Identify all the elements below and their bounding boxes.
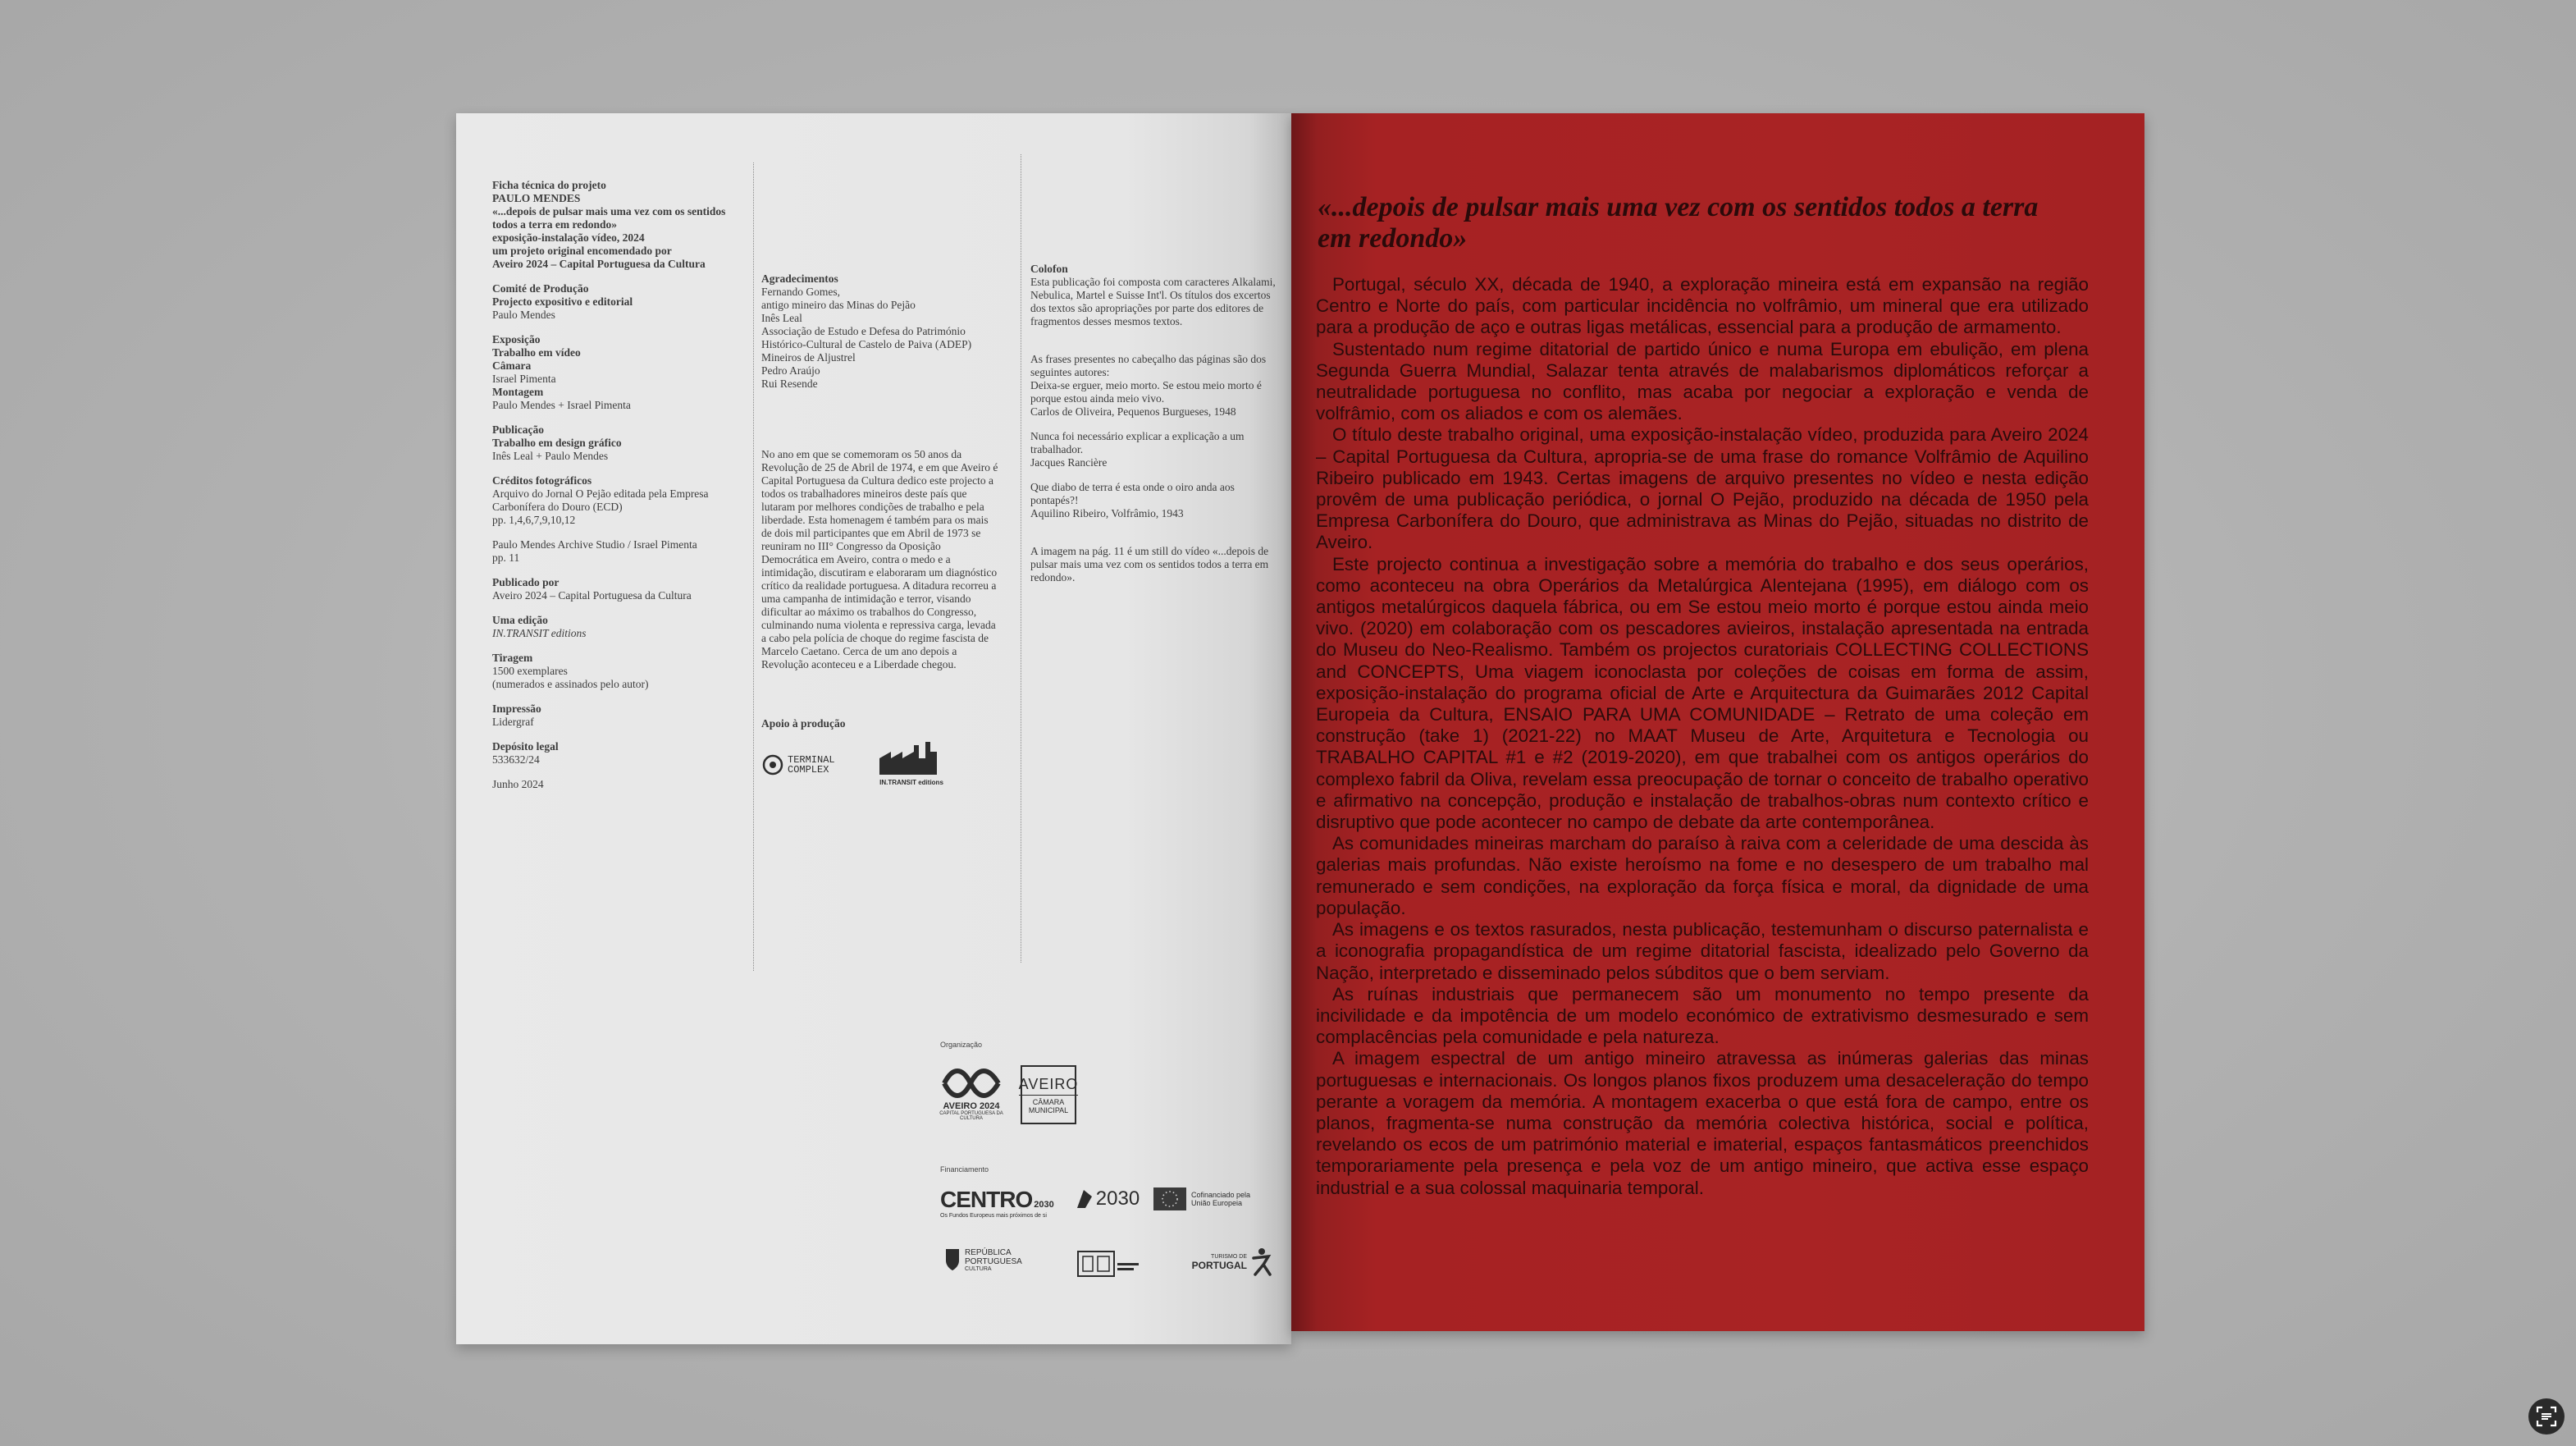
thanks-item: Associação de Estudo e Defesa do Património Histórico-Cultural de Castelo de Paiva (ADEP) <box>761 325 972 350</box>
credit-label: Comité de Produção <box>492 282 589 295</box>
essay-body <box>1316 274 2089 1199</box>
quote-author: Aquilino Ribeiro, Volfrâmio, 1943 <box>1030 507 1184 519</box>
thanks-item: Mineiros de Aljustrel <box>761 351 856 364</box>
essay-title: «...depois de pulsar mais uma vez com os sentidos todos a terra em redondo» <box>1318 192 2039 254</box>
intransit-logo <box>876 740 947 789</box>
credit-label: Depósito legal <box>492 740 559 753</box>
credit-label: Trabalho em design gráfico <box>492 437 622 449</box>
aveiro-2024-icon <box>941 1065 1002 1101</box>
republica-portuguesa-logo <box>943 1241 1042 1279</box>
thanks-item: Fernando Gomes, <box>761 286 840 298</box>
acknowledgements-column <box>761 272 999 789</box>
terminal-complex-icon <box>761 753 784 776</box>
council-emblem-logo <box>1075 1249 1142 1279</box>
technical-sheet-column <box>492 179 738 791</box>
republica-emblem-icon <box>943 1247 961 1272</box>
eu-stars-icon <box>1160 1189 1180 1209</box>
council-emblem-icon <box>1076 1250 1140 1278</box>
turismo-label: PORTUGAL <box>1191 1259 1247 1271</box>
type-line: um projeto original encomendado por <box>492 245 672 257</box>
centro-label: CENTRO <box>940 1186 1033 1212</box>
thanks-item: Inês Leal <box>761 312 802 324</box>
centro-2030-logo <box>940 1180 1063 1224</box>
camara-municipal-logo <box>1018 1065 1079 1124</box>
credit-value: IN.TRANSIT editions <box>492 627 587 639</box>
portugal-2030-icon <box>1076 1188 1094 1210</box>
credit-label: Projecto expositivo e editorial <box>492 295 633 308</box>
credit-value: pp. 1,4,6,7,9,10,12 <box>492 514 576 526</box>
organisation-label: Organização <box>940 1041 983 1049</box>
thanks-item: Pedro Araújo <box>761 364 820 377</box>
credit-label: Créditos fotográficos <box>492 474 592 487</box>
thanks-item: antigo mineiro das Minas do Pejão <box>761 299 916 311</box>
type-line: Aveiro 2024 – Capital Portuguesa da Cultura <box>492 258 706 270</box>
factory-icon <box>876 740 947 776</box>
quote-text: Que diabo de terra é esta onde o oiro anda aos pontapés?! <box>1030 481 1235 506</box>
credit-value: pp. 11 <box>492 551 520 564</box>
column-divider <box>753 162 754 971</box>
essay-paragraph: As imagens e os textos rasurados, nesta publicação, testemunham o discurso paternalista e a iconografia propagandística de um regime ditatorial fascista, idealizado pelo Governo da Nação, interpretado e disseminado pelos súbditos que o bem serviam. <box>1316 919 2089 983</box>
aveiro-2024-sub: CAPITAL PORTUGUESA DA CULTURA <box>939 1111 1003 1121</box>
essay-paragraph: Sustentado num regime ditatorial de partido único e numa Europa em ebulição, em plena Segunda Guerra Mundial, Salazar tenta através de malabarismos diplomáticos reforçar a neutralidade portuguesa no conflito, mas acaba por negociar a exploração e venda de volfrâmio, com os aliados e com os alemães. <box>1316 338 2089 424</box>
colophon-heading: Colofon <box>1030 263 1068 275</box>
credit-value: Arquivo do Jornal O Pejão editada pela Empresa Carbonífera do Douro (ECD) <box>492 487 709 513</box>
credit-value: Aveiro 2024 – Capital Portuguesa da Cultura <box>492 589 692 602</box>
credit-label: Trabalho em vídeo <box>492 346 581 359</box>
colophon-column <box>1030 263 1277 584</box>
centro-number: 2030 <box>1034 1199 1054 1210</box>
artist-name: PAULO MENDES <box>492 192 581 204</box>
credit-label: Uma edição <box>492 614 548 626</box>
credit-value: 533632/24 <box>492 753 540 766</box>
essay-paragraph: Portugal, século XX, década de 1940, a exploração mineira está em expansão na região Centro e Norte do país, com particular incidência no volfrâmio, um mineral que era utilizado para a produção de aço e outras ligas metálicas, essencial para a produção de armamento. <box>1316 274 2089 338</box>
terminal-complex-label: TERMINAL COMPLEX <box>788 754 835 776</box>
turismo-de-portugal-logo <box>1176 1246 1275 1279</box>
credit-label: Tiragem <box>492 652 533 664</box>
camara-sub: CÂMARA MUNICIPAL <box>1028 1097 1069 1114</box>
essay-paragraph: As comunidades mineiras marcham do paraíso à raiva com a celeridade de uma descida às galerias mais profundas. Não existe heroísmo na fome e no desespero de um trabalho mal remunerado e sem condições, na exploração da força física e moral, da dignidade de uma população. <box>1316 833 2089 918</box>
support-heading: Apoio à produção <box>761 717 846 730</box>
quote-text: Deixa-se erguer, meio morto. Se estou meio morto é porque estou ainda meio vivo. <box>1030 379 1262 405</box>
type-line: exposição-instalação vídeo, 2024 <box>492 231 645 244</box>
credit-value: Paulo Mendes Archive Studio / Israel Pimenta <box>492 538 697 551</box>
sheet-heading: Ficha técnica do projeto <box>492 179 606 191</box>
credit-label: Impressão <box>492 702 541 715</box>
credit-label: Exposição <box>492 333 541 345</box>
funding-label: Financiamento <box>940 1165 989 1174</box>
credit-value: Lidergraf <box>492 716 534 728</box>
essay-paragraph: As ruínas industriais que permanecem são um monumento no tempo presente da incivilidade e da impotência de um modelo económico de extrativismo desmesurado e sem complacências pela comunidade e pela natureza. <box>1316 983 2089 1048</box>
colophon-text: Esta publicação foi composta com caracteres Alkalami, Nebulica, Martel e Suisse Int'l. Os títulos dos excertos dos textos são apropriações por parte dos editores de fragmentos desses mesmos textos. <box>1030 276 1276 327</box>
aveiro-2024-label: AVEIRO 2024 <box>943 1101 1000 1111</box>
scan-text-button[interactable] <box>2528 1398 2565 1435</box>
portugal-2030-label: 2030 <box>1095 1187 1140 1210</box>
republica-sub: CULTURA <box>965 1265 992 1272</box>
centro-sub: Os Fundos Europeus mais próximos de si <box>940 1212 1047 1219</box>
turismo-figure-icon <box>1247 1247 1275 1278</box>
left-page <box>456 113 1291 1344</box>
camara-title: AVEIRO <box>1019 1076 1079 1096</box>
credit-label: Publicado por <box>492 576 560 588</box>
eu-cofinanced-logo <box>1153 1185 1268 1213</box>
essay-paragraph: Este projecto continua a investigação sobre a memória do trabalho e dos seus operários, como aconteceu na obra Operários da Metalúrgica Alentejana (1995), em diálogo com os antigos metalúrgicos daquela fábrica, ou em Se estou meio morto é porque estou ainda meio vivo. (2020) em colaboração com os pescadores avieiros, instalação apresentada na entrada do Museu do Neo-Realismo. Também os projectos curatoriais COLLECTING COLLECTIONS and CONCEPTS, Uma viagem iconoclasta por coleções de coisas em forma de assim, exposição-instalação do programa oficial de Arte e Arquitectura da Guimarães 2012 Capital Europeia da Cultura, ENSAIO PARA UMA COMUNIDADE – Retrato de uma coleção em construção (take 1) (2021-22) no MAAT Museu de Arte, Arquitetura e Tecnologia ou TRABALHO CAPITAL #1 e #2 (2019-2020), em que trabalhei com os antigos operários do complexo fabril da Oliva, revelam essa preocupação de tornar o conceito de trabalho operativo e afirmativo na concepção, produção e instalação de trabalhos-obras num contexto crítico e disruptivo que pode acontecer no campo de debate da arte contemporânea. <box>1316 553 2089 833</box>
publication-date: Junho 2024 <box>492 778 544 790</box>
work-title: «...depois de pulsar mais uma vez com os sentidos todos a terra em redondo» <box>492 205 726 231</box>
quote-text: Nunca foi necessário explicar a explicação a um trabalhador. <box>1030 430 1245 455</box>
eu-flag-icon <box>1153 1187 1186 1210</box>
terminal-complex-logo <box>761 753 853 776</box>
republica-label: REPÚBLICA PORTUGUESA <box>965 1247 1022 1266</box>
quote-author: Jacques Rancière <box>1030 456 1108 469</box>
intransit-label: IN.TRANSIT editions <box>879 779 943 786</box>
quote-author: Carlos de Oliveira, Pequenos Burgueses, 1948 <box>1030 405 1236 418</box>
dedication-text: No ano em que se comemoram os 50 anos da Revolução de 25 de Abril de 1974, e em que Aveiro é Capital Portuguesa da Cultura dedico este projecto a todos os trabalhadores mineiros deste país que lutaram por melhores condições de trabalho e pela liberdade. Esta homenagem é também para os mais de dois mil participantes que em Abril de 1973 se reuniram no III° Congresso da Oposição Democrática em Aveiro, contra o medo e a intimidação, discutiram e elaboraram um diagnóstico crítico da realidade portuguesa. A ditadura recorreu a uma campanha de intimidação e terror, visando dificultar ao máximo os trabalhos do Congresso, culminando numa violenta e repressiva carga, levada a cabo pela polícia de choque do regime fascista de Marcelo Caetano. Cerca de um ano depois a Revolução aconteceu e a Liberdade chegou. <box>761 448 998 670</box>
thanks-item: Rui Resende <box>761 378 818 390</box>
credit-value: (numerados e assinados pelo autor) <box>492 678 649 690</box>
credit-value: 1500 exemplares <box>492 665 568 677</box>
aveiro-2024-logo <box>939 1059 1004 1128</box>
credit-value: Paulo Mendes <box>492 309 555 321</box>
essay-paragraph: A imagem espectral de um antigo mineiro atravessa as inúmeras galerias das minas portuguesas e internacionais. Os longos planos fixos produzem uma desaceleração do tempo perante a voragem da memória. A montagem exacerba o que está fora de campo, entre os planos, fragmenta-se numa construção da memória colectiva histórica, social e política, revelando os ecos de um património material e imaterial, espaços fantasmáticos preenchidos temporariamente pela presença e pela voz de um antigo mineiro, que activa esse espaço industrial e a sua colossal maquinaria temporal. <box>1316 1048 2089 1198</box>
right-page <box>1291 113 2144 1331</box>
essay-paragraph: O título deste trabalho original, uma exposição-instalação vídeo, produzida para Aveiro 2024 – Capital Portuguesa da Cultura, apropria-se de uma frase do romance Volfrâmio de Aquilino Ribeiro publicado em 1943. Certas imagens de arquivo presentes no vídeo e nesta edição provêm de uma publicação periódica, o jornal O Pejão, produzido na década de 1950 pela Empresa Carbonífera do Douro, que administrava as Minas do Pejão, situadas no distrito de Aveiro. <box>1316 424 2089 553</box>
eu-text: Cofinanciado pela União Europeia <box>1191 1191 1251 1207</box>
credit-value: Israel Pimenta <box>492 373 556 385</box>
portugal-2030-logo <box>1073 1185 1142 1213</box>
thanks-heading: Agradecimentos <box>761 272 838 285</box>
credit-label: Montagem <box>492 386 544 398</box>
scan-text-icon <box>2536 1406 2557 1427</box>
image-note: A imagem na pág. 11 é um still do vídeo «...depois de pulsar mais uma vez com os sentidos todos a terra em redondo». <box>1030 545 1269 583</box>
credit-value: Paulo Mendes + Israel Pimenta <box>492 399 631 411</box>
credit-label: Publicação <box>492 423 544 436</box>
turismo-top: TURISMO DE <box>1211 1253 1247 1260</box>
credit-label: Câmara <box>492 359 532 372</box>
quotes-intro: As frases presentes no cabeçalho das páginas são dos seguintes autores: <box>1030 353 1267 378</box>
credit-value: Inês Leal + Paulo Mendes <box>492 450 609 462</box>
